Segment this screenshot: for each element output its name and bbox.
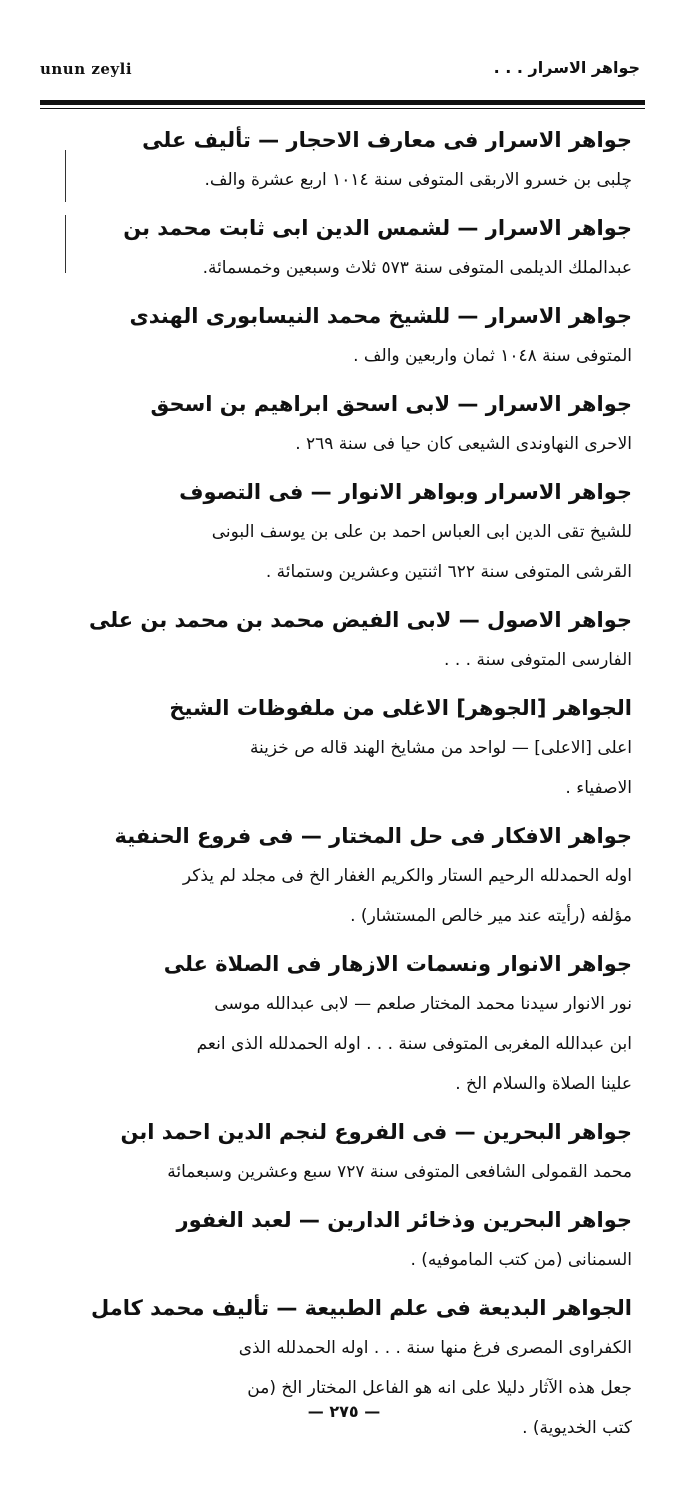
margin-mark — [65, 150, 66, 202]
header-right-label: جواهر الاسرار . . . — [493, 58, 640, 77]
header-left-label: unun zeyli — [40, 60, 133, 78]
entry — [72, 472, 632, 592]
entry — [72, 1200, 632, 1280]
entry-text-line: الاصفياء . — [565, 778, 632, 798]
page-number: — ٢٧٥ — — [307, 1402, 381, 1421]
entry-text-line: كتب الخديوية) . — [522, 1418, 632, 1438]
entry-text-line: علينا الصلاة والسلام الخ . — [455, 1074, 632, 1094]
entry-text-line: مؤلفه (رأيته عند مير خالص المستشار) . — [350, 906, 632, 926]
entry-text-line: چلبى بن خسرو الاربقى المتوفى سنة ١٠١٤ اربع عشرة والف. — [204, 170, 632, 190]
entry — [72, 208, 632, 288]
entry-title-line: جواهر البحرين وذخائر الدارين — لعبد الغفور — [176, 1208, 632, 1232]
entry — [72, 296, 632, 376]
entry-title-line: الجواهر البديعة فى علم الطبيعة — تأليف محمد كامل — [90, 1296, 632, 1320]
entry-title-line: جواهر الاصول — لابى الفيض محمد بن محمد بن على — [88, 608, 632, 632]
entry — [72, 600, 632, 680]
entry-text-line: جعل هذه الآثار دليلا على انه هو الفاعل المختار الخ (من — [247, 1378, 632, 1398]
entry-title-line: جواهر الاسرار — لشمس الدين ابى ثابت محمد بن — [123, 216, 632, 240]
entry-text-line: نور الانوار سيدنا محمد المختار صلعم — لابى عبدالله موسى — [214, 994, 632, 1014]
header-rule-thin — [40, 108, 645, 109]
entry-title-line: جواهر الاسرار — لابى اسحق ابراهيم بن اسحق — [150, 392, 632, 416]
entry-text-line: اوله الحمدلله الرحيم الستار والكريم الغفار الخ فى مجلد لم يذكر — [182, 866, 632, 886]
entry-title-line: جواهر الافكار فى حل المختار — فى فروع الحنفية — [114, 824, 632, 848]
entry — [72, 384, 632, 464]
header-rule-thick — [40, 100, 645, 105]
entry — [72, 816, 632, 936]
entry-text-line: القرشى المتوفى سنة ٦٢٢ اثنتين وعشرين وستمائة . — [265, 562, 632, 582]
entry-title-line: جواهر الاسرار فى معارف الاحجار — تأليف على — [142, 128, 632, 152]
entry-text-line: الاحرى النهاوندى الشيعى كان حيا فى سنة ٢٦٩ . — [295, 434, 632, 454]
entry-title-line: جواهر الاسرار وبواهر الانوار — فى التصوف — [179, 480, 632, 504]
entry-text-line: ابن عبدالله المغربى المتوفى سنة . . . اوله الحمدلله الذى انعم — [196, 1034, 632, 1054]
entry-text-line: المتوفى سنة ١٠٤٨ ثمان واربعين والف . — [353, 346, 632, 366]
entry-text-line: عبدالملك الديلمى المتوفى سنة ٥٧٣ ثلاث وسبعين وخمسمائة. — [202, 258, 632, 278]
entry — [72, 944, 632, 1104]
entry-text-line: الكفراوى المصرى فرغ منها سنة . . . اوله الحمدلله الذى — [238, 1338, 632, 1358]
entry — [72, 1112, 632, 1192]
entry-title-line: جواهر الاسرار — للشيخ محمد النيسابورى الهندى — [129, 304, 632, 328]
entry-text-line: اعلى [الاعلى] — لواحد من مشايخ الهند قاله ص خزينة — [249, 738, 632, 758]
entry — [72, 1288, 632, 1448]
entry-text-line: محمد القمولى الشافعى المتوفى سنة ٧٢٧ سبع وعشرين وسبعمائة — [167, 1162, 632, 1182]
margin-mark — [65, 215, 66, 273]
running-header — [40, 60, 640, 92]
entry-title-line: جواهر الانوار ونسمات الازهار فى الصلاة على — [163, 952, 632, 976]
entry-title-line: جواهر البحرين — فى الفروع لنجم الدين احمد ابن — [120, 1120, 632, 1144]
entry-text-line: للشيخ تقى الدين ابى العباس احمد بن على بن يوسف البونى — [211, 522, 632, 542]
entry-title-line: الجواهر [الجوهر] الاغلى من ملفوظات الشيخ — [169, 696, 632, 720]
entry — [72, 120, 632, 200]
entry-text-line: الفارسى المتوفى سنة . . . — [444, 650, 632, 670]
entry — [72, 688, 632, 808]
entry-text-line: السمنانى (من كتب الماموفيه) . — [410, 1250, 632, 1270]
entries-list — [72, 120, 632, 1456]
